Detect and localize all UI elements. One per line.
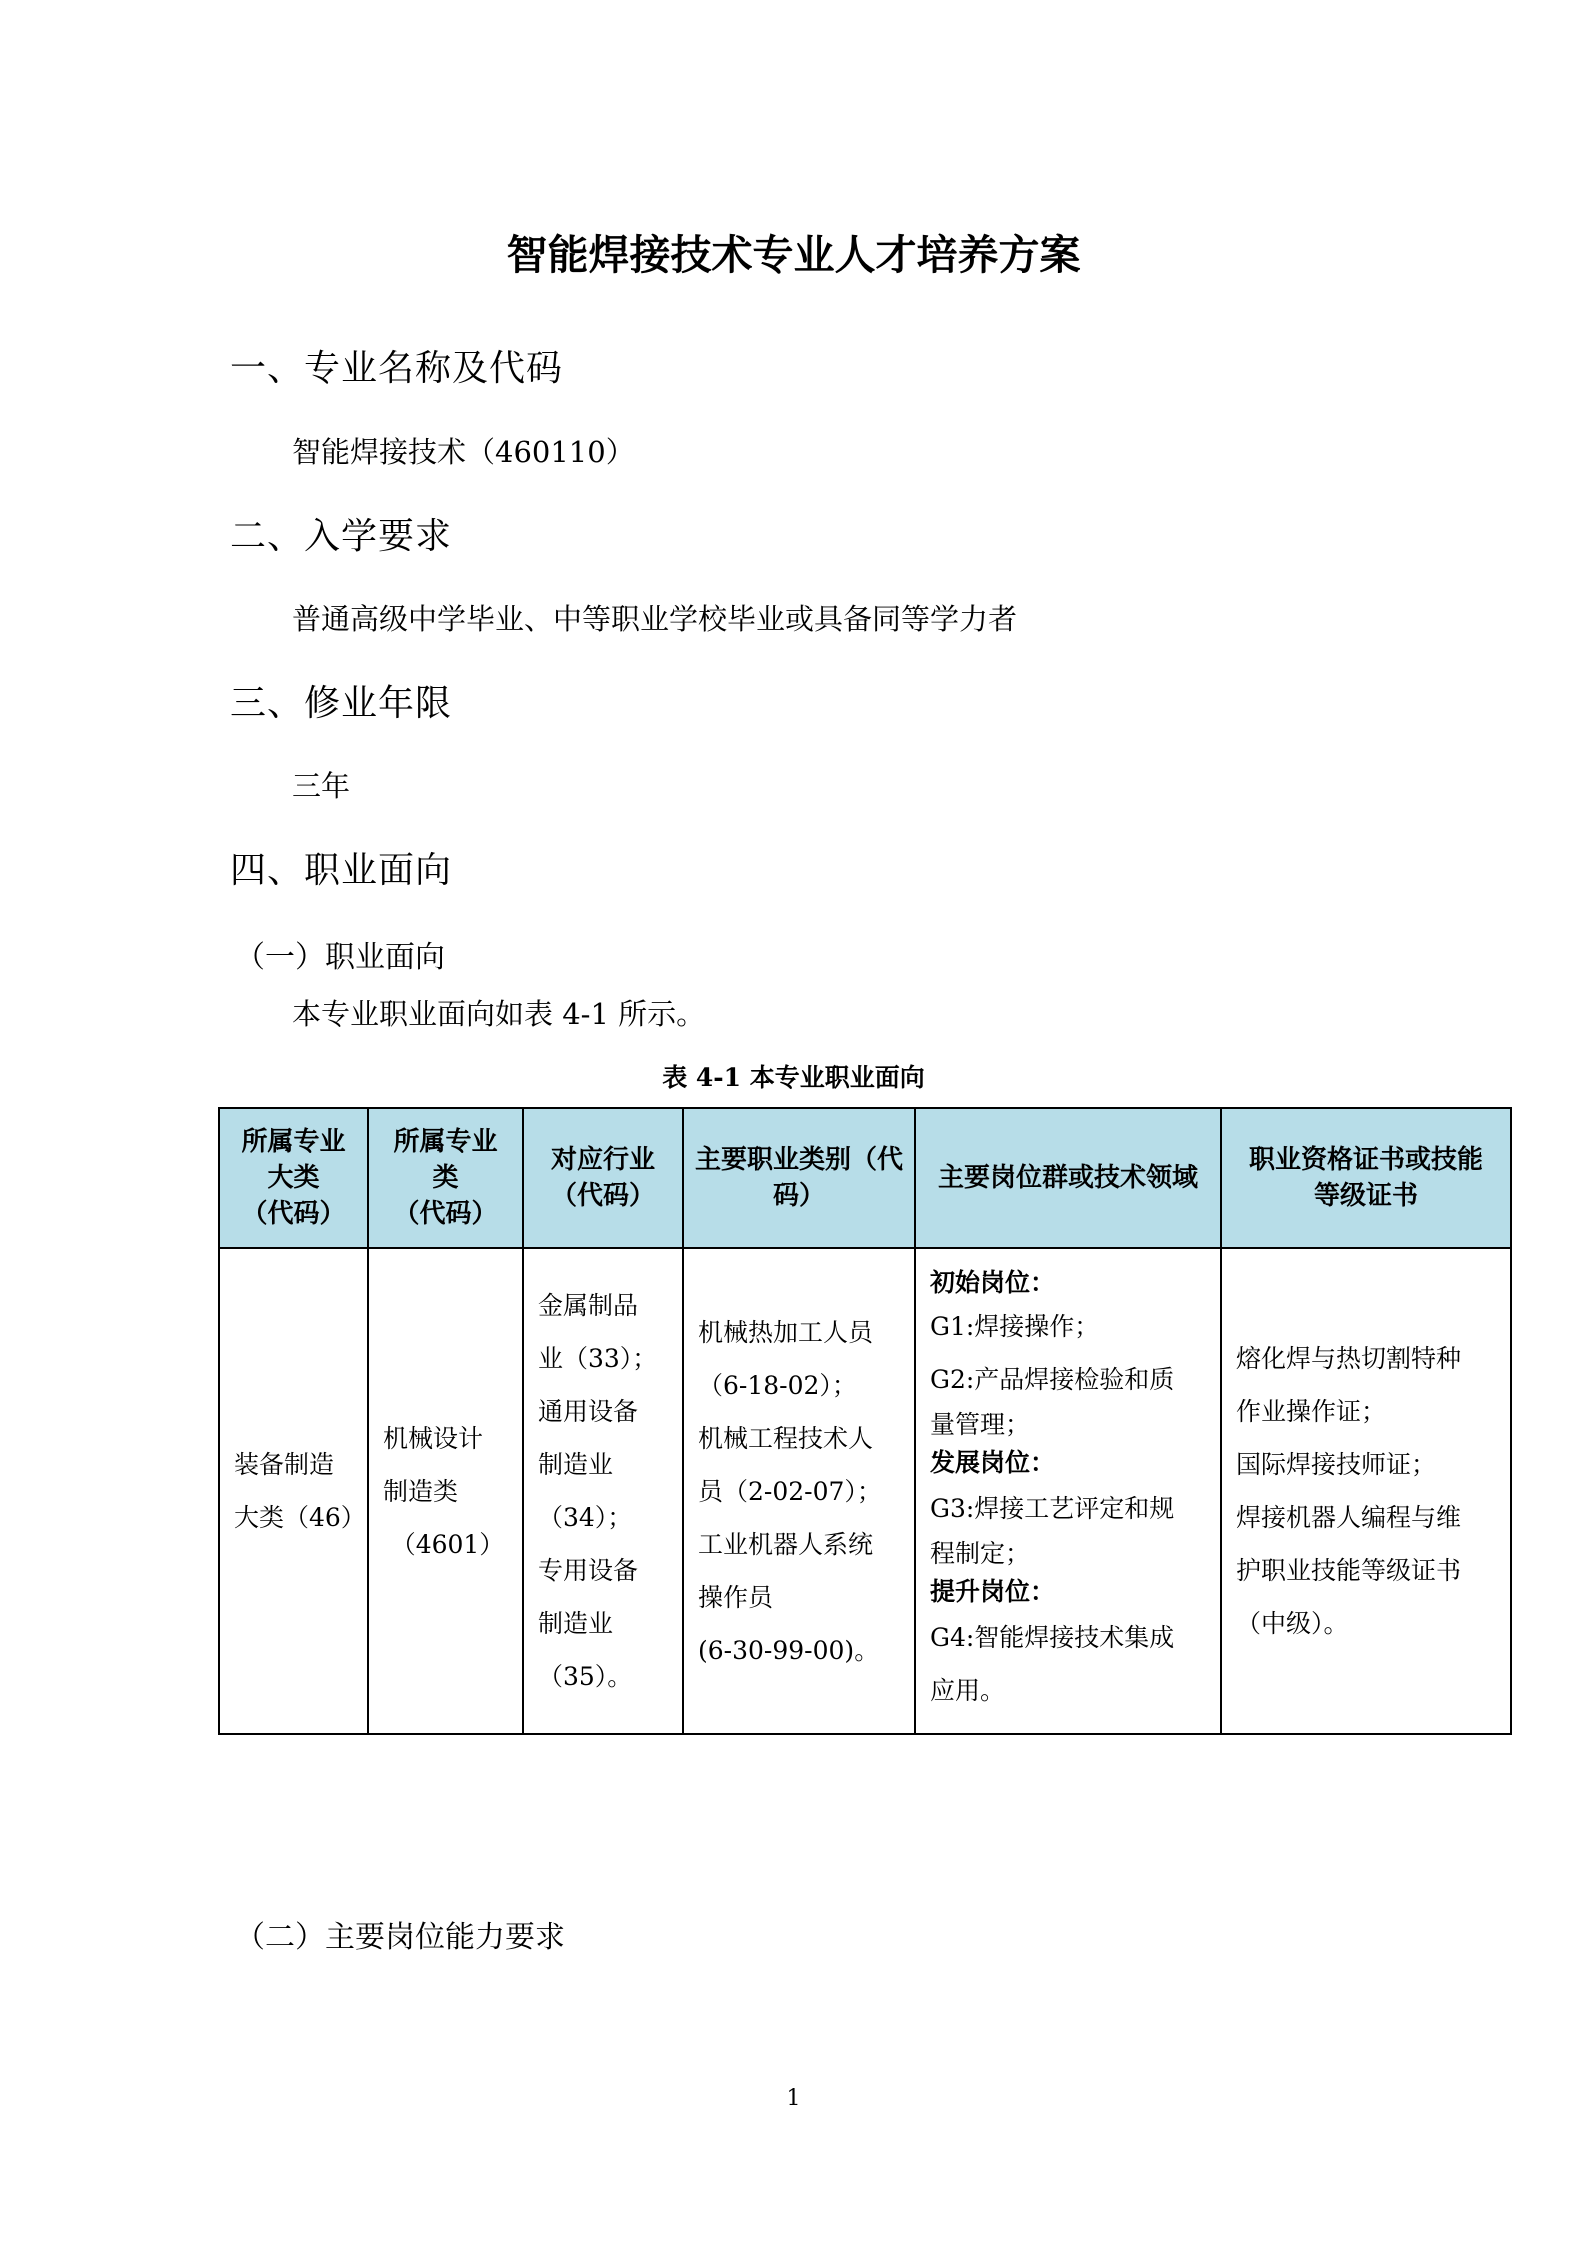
cell-post-group: 初始岗位： G1:焊接操作； G2:产品焊接检验和质 量管理； 发展岗位： G3:焊接工艺评定和规 程制定； 提升岗位： G4:智能焊接技术集成 应用。 — [915, 1248, 1221, 1734]
header-occupation-category: 主要职业类别（代 码） — [683, 1108, 915, 1248]
table-header-row — [219, 1108, 1511, 1248]
cell-major-category: 装备制造 大类（46） — [219, 1248, 368, 1734]
table-row — [219, 1248, 1511, 1734]
subsection-heading-occupation: （一）职业面向 — [235, 940, 445, 975]
header-post-group: 主要岗位群或技术领域 — [915, 1108, 1221, 1248]
subsection-heading-competency: （二）主要岗位能力要求 — [235, 1920, 565, 1955]
section-heading-major-name: 一、专业名称及代码 — [230, 348, 564, 389]
section-heading-duration: 三、修业年限 — [230, 683, 453, 724]
section-heading-occupation: 四、职业面向 — [230, 850, 453, 891]
cell-industry: 金属制品 业（33）； 通用设备 制造业 （34）； 专用设备 制造业 （35）。 — [523, 1248, 683, 1734]
cell-certificate: 熔化焊与热切割特种 作业操作证； 国际焊接技师证； 焊接机器人编程与维 护职业技能等级证书 （中级）。 — [1221, 1248, 1511, 1734]
cell-major-class: 机械设计 制造类 （4601） — [368, 1248, 523, 1734]
table-caption: 表 4-1 本专业职业面向 — [662, 1063, 925, 1092]
document-title: 智能焊接技术专业人才培养方案 — [506, 231, 1081, 279]
cell-occupation-category: 机械热加工人员 （6-18-02）； 机械工程技术人 员（2-02-07）； 工业机器人系统 操作员 (6-30-99-00)。 — [683, 1248, 915, 1734]
header-industry: 对应行业 （代码） — [523, 1108, 683, 1248]
subsection-body-occupation: 本专业职业面向如表 4-1 所示。 — [292, 997, 706, 1031]
section-body-major-name: 智能焊接技术（460110） — [292, 435, 635, 469]
page-number: 1 — [786, 2086, 801, 2111]
occupation-table — [218, 1107, 1512, 1735]
section-heading-admission: 二、入学要求 — [230, 516, 453, 557]
header-major-category: 所属专业 大类 （代码） — [219, 1108, 368, 1248]
header-major-class: 所属专业 类 （代码） — [368, 1108, 523, 1248]
header-certificate: 职业资格证书或技能 等级证书 — [1221, 1108, 1511, 1248]
section-body-duration: 三年 — [292, 769, 351, 803]
section-body-admission: 普通高级中学毕业、中等职业学校毕业或具备同等学力者 — [292, 602, 1018, 636]
